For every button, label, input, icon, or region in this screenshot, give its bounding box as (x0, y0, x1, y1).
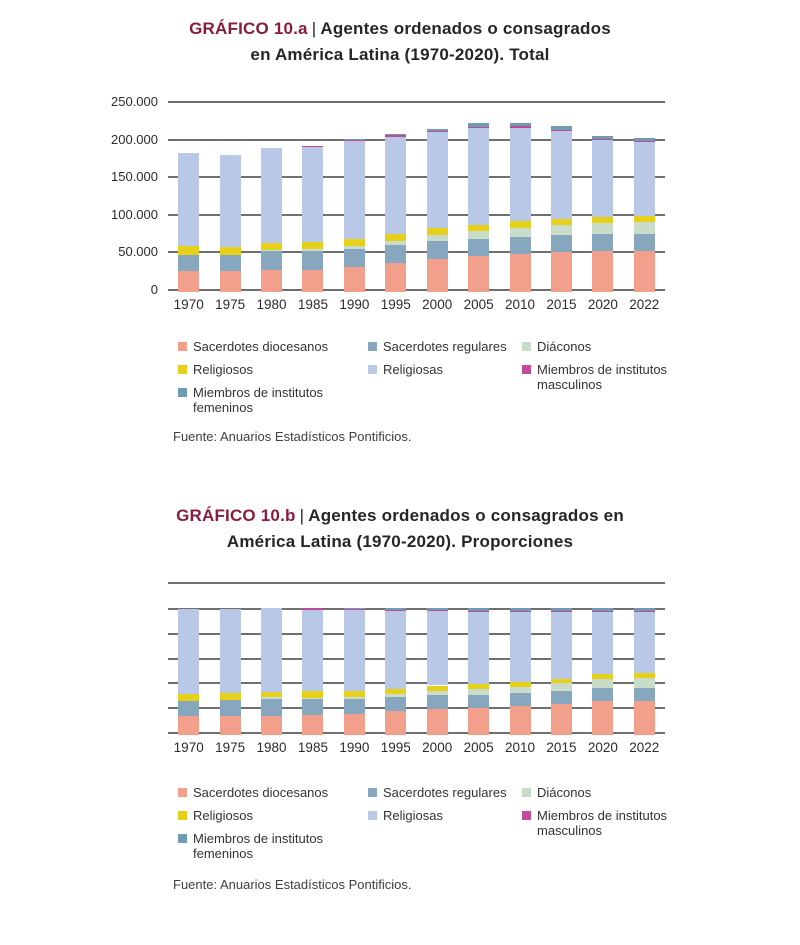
bar-segment (427, 709, 448, 735)
bar-segment (178, 701, 199, 716)
bar-segment (302, 610, 323, 692)
bar-segment (510, 693, 531, 706)
bar-segment (468, 256, 489, 292)
bar-segment (344, 610, 365, 691)
bar-segment (551, 691, 572, 704)
bar-segment (261, 251, 282, 271)
bar-segment (385, 245, 406, 263)
bar-segment (344, 267, 365, 292)
bar-segment (468, 127, 489, 128)
bar-segment (510, 687, 531, 694)
legend-item (522, 362, 682, 392)
bar-segment (510, 128, 531, 221)
gridline (168, 582, 665, 584)
bar-segment (385, 135, 406, 136)
bar-segment (510, 611, 531, 612)
bar-segment (220, 247, 241, 255)
bar-segment (551, 131, 572, 218)
bar-segment (178, 271, 199, 292)
bar-segment (551, 126, 572, 130)
legend-swatch-icon (368, 811, 377, 820)
bar-segment (302, 698, 323, 699)
chart2-source: Fuente: Anuarios Estadísticos Pontificios. (173, 877, 412, 892)
x-axis-label: 1985 (297, 297, 328, 312)
legend-item (368, 808, 528, 823)
bar-segment (468, 695, 489, 708)
bar-segment (427, 610, 448, 611)
bar-segment (551, 611, 572, 612)
chart2-title-line2: América Latina (1970-2020). Proporciones (226, 532, 574, 551)
x-axis-label: 2005 (463, 297, 494, 312)
bar-segment (634, 701, 655, 735)
bar-segment (302, 251, 323, 270)
bar-segment (634, 216, 655, 222)
legend-swatch-icon (178, 811, 187, 820)
legend-item (368, 785, 528, 800)
bar-segment (427, 241, 448, 259)
x-axis-label: 2010 (505, 297, 536, 312)
legend-column (368, 785, 528, 831)
legend-item (178, 339, 338, 354)
bar-segment (592, 139, 613, 140)
x-axis-label: 1980 (256, 740, 287, 755)
bar-segment (468, 225, 489, 232)
bar-segment (261, 250, 282, 251)
bar-segment (427, 686, 448, 691)
legend-label: Religiosos (193, 808, 253, 823)
legend-label: Diáconos (537, 785, 592, 800)
legend-item (522, 339, 682, 354)
bar-segment (592, 140, 613, 217)
bar-segment (427, 129, 448, 131)
x-axis-label: 2000 (422, 297, 453, 312)
bar-segment (220, 271, 241, 292)
bar-segment (468, 612, 489, 684)
bar-segment (261, 608, 282, 691)
x-axis-label: 2020 (587, 297, 618, 312)
legend-item (178, 831, 338, 861)
legend-swatch-icon (178, 365, 187, 374)
bar-segment (385, 241, 406, 245)
bar-segment (344, 691, 365, 697)
bar-segment (634, 611, 655, 612)
bar-segment (344, 139, 365, 140)
y-axis-label: 50.000 (118, 244, 158, 260)
legend-item (178, 808, 338, 823)
bar-segment (302, 270, 323, 292)
bar-segment (344, 714, 365, 735)
bar-segment (592, 223, 613, 234)
x-axis-label: 1975 (215, 297, 246, 312)
bar-segment (427, 259, 448, 292)
legend-swatch-icon (178, 342, 187, 351)
bar-segment (510, 228, 531, 237)
bar-segment (261, 243, 282, 250)
bar-segment (551, 679, 572, 684)
legend-label: Miembros de institutos femeninos (193, 385, 324, 415)
gridline (168, 176, 665, 178)
gridline (168, 289, 665, 291)
x-axis-label: 1990 (339, 297, 370, 312)
legend-label: Religiosas (383, 808, 443, 823)
y-axis-label: 0 (150, 282, 158, 297)
bar-segment (344, 239, 365, 247)
gridline (168, 707, 665, 709)
bar-segment (344, 609, 365, 610)
bar-segment (385, 608, 406, 609)
bar-segment (592, 251, 613, 292)
bar-segment (551, 235, 572, 252)
legend-label: Miembros de institutos masculinos (537, 362, 668, 392)
legend-item (522, 785, 682, 800)
legend-column (368, 339, 528, 385)
x-axis-label: 2020 (587, 740, 618, 755)
x-axis-label: 2015 (546, 297, 577, 312)
x-axis-label: 1990 (339, 740, 370, 755)
bar-segment (551, 612, 572, 678)
bar-segment (468, 239, 489, 256)
bar-segment (427, 132, 448, 228)
x-axis-label: 1995 (380, 297, 411, 312)
legend-column (522, 339, 682, 400)
gridline (168, 101, 665, 103)
bar-segment (385, 689, 406, 694)
bar-segment (261, 697, 282, 698)
bar-segment (468, 684, 489, 689)
y-axis-label: 250.000 (111, 94, 158, 109)
chart2-title (0, 503, 800, 555)
legend-item (368, 339, 528, 354)
legend-label: Religiosas (383, 362, 443, 377)
bar-segment (634, 138, 655, 141)
bar-segment (385, 137, 406, 235)
legend-swatch-icon (368, 342, 377, 351)
gridline (168, 608, 665, 610)
bar-segment (220, 700, 241, 715)
bar-segment (261, 716, 282, 735)
bar-segment (510, 608, 531, 611)
bar-segment (261, 699, 282, 716)
legend-item (522, 808, 682, 838)
bar-segment (551, 130, 572, 131)
bar-segment (592, 234, 613, 251)
y-axis-label: 100.000 (111, 206, 158, 222)
chart1-title-line1 (0, 16, 800, 42)
y-axis-label: 150.000 (111, 169, 158, 185)
legend-swatch-icon (178, 834, 187, 843)
bar-segment (634, 142, 655, 216)
gridline (168, 658, 665, 660)
bar-segment (344, 697, 365, 699)
bar-segment (634, 222, 655, 234)
legend-label: Miembros de institutos masculinos (537, 808, 668, 838)
legend-swatch-icon (178, 788, 187, 797)
bar-segment (385, 694, 406, 697)
legend-column (522, 785, 682, 846)
bar-segment (468, 689, 489, 695)
bar-segment (468, 231, 489, 239)
bar-segment (344, 249, 365, 267)
bar-segment (551, 225, 572, 236)
chart1-title (0, 16, 800, 68)
chart2-title-prefix: GRÁFICO 10.b (176, 506, 296, 525)
bar-segment (302, 715, 323, 735)
bar-segment (178, 716, 199, 735)
chart2-title-separator: | (299, 506, 305, 525)
bar-segment (261, 148, 282, 243)
bar-segment (178, 255, 199, 272)
bar-segment (220, 716, 241, 735)
bar-segment (427, 235, 448, 241)
gridline (168, 732, 665, 734)
gridline (168, 139, 665, 141)
bar-segment (220, 693, 241, 700)
legend-column (178, 785, 338, 869)
gridline (168, 251, 665, 253)
x-axis-label: 1970 (173, 740, 204, 755)
bar-segment (385, 697, 406, 711)
legend-label: Religiosos (193, 362, 253, 377)
legend-label: Miembros de institutos femeninos (193, 831, 324, 861)
bar-segment (592, 611, 613, 612)
y-axis-label: 200.000 (111, 131, 158, 147)
legend-label: Sacerdotes regulares (383, 785, 507, 800)
chart1-title-prefix: GRÁFICO 10.a (189, 19, 308, 38)
chart1-title-line2: en América Latina (1970-2020). Total (250, 45, 550, 64)
x-axis-label: 1970 (173, 297, 204, 312)
legend-item (178, 785, 338, 800)
legend-swatch-icon (178, 388, 187, 397)
bar-segment (344, 699, 365, 714)
legend-item (368, 362, 528, 377)
gridline (168, 682, 665, 684)
chart1-title-text: Agentes ordenados o consagrados (320, 19, 611, 38)
gridline (168, 214, 665, 216)
legend-item (178, 385, 338, 415)
bar-segment (634, 608, 655, 610)
bar-segment (551, 252, 572, 292)
bar-segment (468, 611, 489, 612)
bar-segment (592, 679, 613, 688)
legend-label: Sacerdotes regulares (383, 339, 507, 354)
bar-segment (510, 706, 531, 735)
chart2-title-text: Agentes ordenados o consagrados en (308, 506, 624, 525)
bar-segment (427, 695, 448, 709)
bar-segment (385, 611, 406, 689)
chart1-title-separator: | (311, 19, 317, 38)
legend-swatch-icon (522, 342, 531, 351)
x-axis-label: 2015 (546, 740, 577, 755)
chart1-source: Fuente: Anuarios Estadísticos Pontificios. (173, 429, 412, 444)
bar-segment (344, 608, 365, 609)
bar-segment (592, 688, 613, 701)
bar-segment (468, 123, 489, 127)
bar-segment (510, 612, 531, 681)
bar-segment (344, 141, 365, 239)
x-axis-label: 2005 (463, 740, 494, 755)
bar-segment (510, 254, 531, 292)
legend-item (178, 362, 338, 377)
bar-segment (178, 609, 199, 694)
x-axis-label: 1975 (215, 740, 246, 755)
bar-segment (592, 608, 613, 610)
bar-segment (385, 234, 406, 241)
gridline (168, 633, 665, 635)
bar-segment (634, 141, 655, 142)
legend-swatch-icon (522, 788, 531, 797)
legend-swatch-icon (368, 788, 377, 797)
legend-label: Sacerdotes diocesanos (193, 785, 329, 800)
bar-segment (385, 610, 406, 611)
bar-segment (634, 673, 655, 678)
bar-segment (220, 255, 241, 272)
bar-segment (385, 134, 406, 136)
bar-segment (302, 691, 323, 697)
bar-segment (551, 219, 572, 225)
x-axis-label: 1980 (256, 297, 287, 312)
bar-segment (302, 147, 323, 242)
legend-label: Diáconos (537, 339, 592, 354)
bar-segment (220, 155, 241, 247)
bar-segment (592, 674, 613, 679)
bar-segment (468, 708, 489, 735)
bar-segment (220, 609, 241, 693)
bar-segment (634, 688, 655, 702)
bar-segment (634, 612, 655, 673)
legend-swatch-icon (522, 365, 531, 374)
bar-segment (385, 711, 406, 735)
bar-segment (634, 251, 655, 292)
bar-segment (302, 608, 323, 609)
bar-segment (427, 228, 448, 235)
bar-segment (344, 246, 365, 248)
bar-segment (302, 242, 323, 250)
x-axis-label: 2000 (422, 740, 453, 755)
bar-segment (178, 246, 199, 254)
x-axis-label: 2022 (629, 740, 660, 755)
legend-swatch-icon (368, 365, 377, 374)
x-axis-label: 2022 (629, 297, 660, 312)
bar-segment (344, 140, 365, 141)
legend-swatch-icon (522, 811, 531, 820)
bar-segment (427, 131, 448, 132)
x-axis-label: 1985 (297, 740, 328, 755)
bar-segment (427, 611, 448, 685)
bar-segment (592, 701, 613, 735)
x-axis-label: 1995 (380, 740, 411, 755)
x-axis-label: 2010 (505, 740, 536, 755)
bar-segment (592, 217, 613, 223)
bar-segment (592, 612, 613, 674)
bar-segment (468, 128, 489, 224)
bar-segment (634, 234, 655, 251)
bar-segment (510, 123, 531, 127)
bar-segment (427, 608, 448, 610)
bar-segment (178, 153, 199, 246)
legend-label: Sacerdotes diocesanos (193, 339, 329, 354)
bar-segment (510, 237, 531, 254)
bar-segment (551, 704, 572, 735)
bar-segment (302, 699, 323, 715)
bar-segment (302, 146, 323, 147)
bar-segment (178, 694, 199, 701)
bar-segment (551, 683, 572, 691)
bar-segment (385, 263, 406, 292)
bar-segment (468, 608, 489, 611)
bar-segment (634, 678, 655, 688)
bar-segment (551, 608, 572, 611)
bar-segment (510, 682, 531, 687)
bar-segment (510, 126, 531, 127)
chart2-title-line1 (0, 503, 800, 529)
bar-segment (592, 136, 613, 139)
bar-segment (510, 221, 531, 228)
legend-column (178, 339, 338, 423)
bar-segment (302, 249, 323, 251)
bar-segment (261, 692, 282, 698)
bar-segment (427, 691, 448, 696)
bar-segment (261, 270, 282, 292)
